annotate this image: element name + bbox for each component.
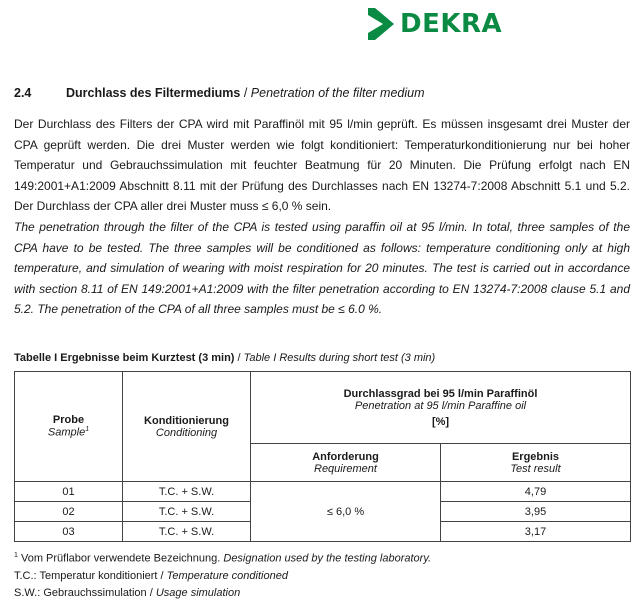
table-caption-separator: / — [234, 352, 244, 364]
section-number: 2.4 — [14, 86, 32, 100]
table-row — [15, 482, 631, 502]
footnote-sw — [14, 585, 431, 602]
header-group-unit: [%] — [431, 415, 450, 428]
dekra-logo — [366, 6, 502, 42]
footnote-1-de: Vom Prüflabor verwendete Bezeichnung. — [20, 552, 224, 565]
footnote-tc-en: Temperature conditioned — [166, 569, 288, 582]
cell-conditioning: T.C. + S.W. — [123, 482, 251, 502]
cell-conditioning: T.C. + S.W. — [123, 502, 251, 522]
header-penetration-group — [251, 372, 631, 444]
section-title-de: Durchlass des Filtermediums — [66, 86, 241, 100]
cell-sample: 03 — [15, 522, 123, 542]
dekra-arrow-icon — [366, 6, 396, 42]
footnote-1-mark: 1 — [14, 552, 18, 559]
cell-sample: 01 — [15, 482, 123, 502]
header-result — [441, 444, 631, 482]
paragraph-english: The penetration through the filter of the CPA is tested using paraffin oil at 95 l/min. In total, three samples of the CPA have to be tested. The three samples will be conditioned as follows: temperature conditioning only at high temperature, and simulation of wearing with moist respiration for 20 minutes. The test is carried out in accordance with section 8.11 of EN 149:2001+A1:2009 with the filter penetration according to EN 13274-7:2008 clause 5.1 and 5.2. The penetration of the CPA of all three samples must be ≤ 6.0 %. — [14, 220, 630, 317]
table-caption — [14, 352, 435, 364]
results-table — [14, 371, 631, 542]
header-conditioning-de: Konditionierung — [144, 414, 229, 427]
header-requirement-en: Requirement — [314, 462, 377, 475]
table-caption-en: Table I Results during short test (3 min) — [243, 352, 436, 364]
cell-result: 3,17 — [441, 522, 631, 542]
footnote-sw-en: Usage simulation — [155, 586, 241, 599]
header-group-en: Penetration at 95 l/min Paraffine oil — [354, 399, 527, 412]
footnote-1 — [14, 547, 431, 568]
cell-sample: 02 — [15, 502, 123, 522]
footnote-tc-de: T.C.: Temperatur konditioniert / — [14, 569, 167, 582]
footnote-ref: 1 — [85, 426, 90, 434]
header-conditioning-en: Conditioning — [155, 426, 218, 439]
footnotes — [14, 547, 431, 602]
header-conditioning — [123, 372, 251, 482]
cell-result: 4,79 — [441, 482, 631, 502]
footnote-tc — [14, 568, 431, 585]
logo-text: DEKRA — [400, 9, 503, 39]
header-requirement — [251, 444, 441, 482]
section-title-separator: / — [240, 86, 251, 100]
cell-requirement: ≤ 6,0 % — [251, 482, 441, 542]
header-group-de: Durchlassgrad bei 95 l/min Paraffinöl — [343, 387, 538, 400]
header-sample — [15, 372, 123, 482]
cell-conditioning: T.C. + S.W. — [123, 522, 251, 542]
table-caption-de: Tabelle I Ergebnisse beim Kurztest (3 min) — [14, 352, 235, 364]
header-result-en: Test result — [510, 462, 561, 475]
header-requirement-de: Anforderung — [312, 450, 379, 463]
section-heading — [14, 86, 425, 100]
paragraph-german: Der Durchlass des Filters der CPA wird mit Paraffinöl mit 95 l/min geprüft. Es müssen insgesamt drei Muster der CPA geprüft werden. Die drei Muster werden wie folgt konditioniert: Temperaturkonditionierung nur bei hoher Temperatur und Gebrauchssimulation mit feuchter Beatmung für 20 Minuten. Die Prüfung erfolgt nach EN 149:2001+A1:2009 Abschnitt 8.11 mit der Prüfung des Durchlasses nach EN 13274-7:2008 Abschnitt 5.1 und 5.2. Der Durchlass der CPA aller drei Muster muss ≤ 6,0 % sein. — [14, 117, 630, 214]
header-sample-en: Sample$^1$ — [47, 426, 90, 439]
cell-result: 3,95 — [441, 502, 631, 522]
header-sample-de: Probe — [52, 414, 85, 427]
section-title-en: Penetration of the filter medium — [250, 86, 425, 100]
footnote-sw-de: S.W.: Gebrauchssimulation / — [14, 586, 156, 599]
footnote-1-en: Designation used by the testing laboratory. — [223, 552, 432, 565]
header-result-de: Ergebnis — [511, 450, 560, 463]
